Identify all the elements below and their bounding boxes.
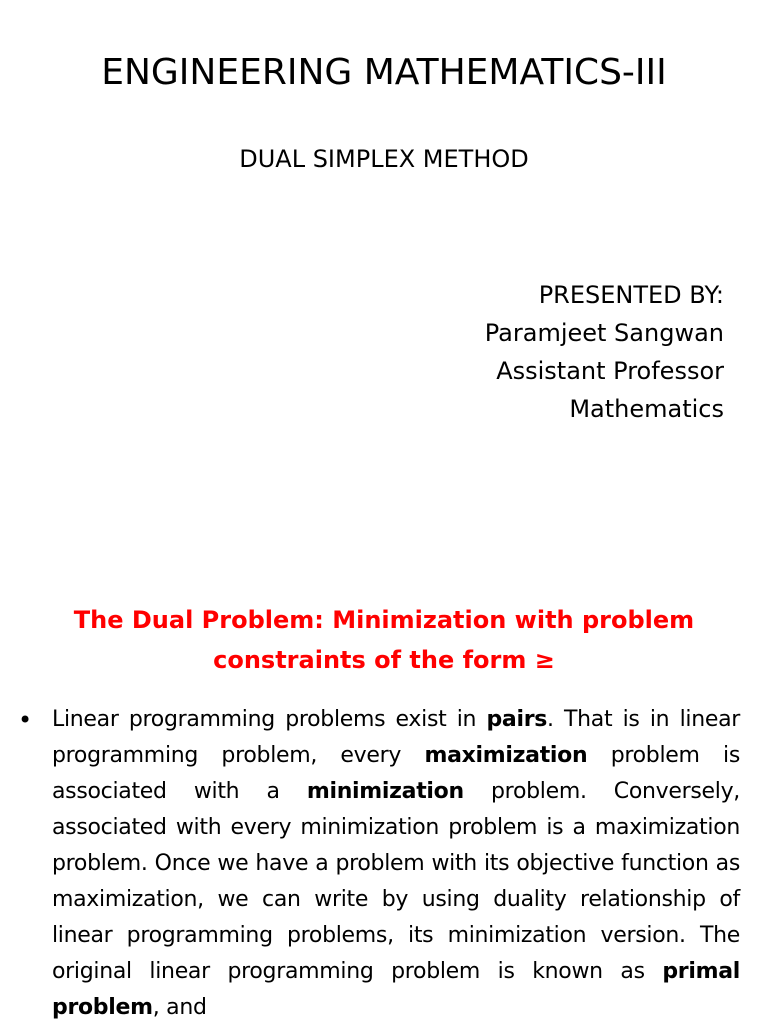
slide-subtitle: DUAL SIMPLEX METHOD xyxy=(239,145,529,173)
presenter-label: PRESENTED BY: xyxy=(538,281,724,309)
presenter-role: Assistant Professor xyxy=(496,357,724,385)
bold-term-primal-problem: primal problem xyxy=(52,959,740,1020)
bullet-marker: • xyxy=(18,706,33,734)
slide-title: ENGINEERING MATHEMATICS-III xyxy=(101,52,667,93)
presenter-name: Paramjeet Sangwan xyxy=(484,319,724,347)
content-slide xyxy=(0,576,768,1024)
bullet-item xyxy=(18,702,740,1026)
bold-term-maximization: maximization xyxy=(424,743,588,768)
presenter-dept: Mathematics xyxy=(569,395,724,423)
bold-term-pairs: pairs xyxy=(486,707,548,732)
slide-heading: The Dual Problem: Minimization with problem constraints of the form ≥ xyxy=(73,606,695,674)
presenter-block xyxy=(485,276,724,428)
bullet-text-part: problem is associated with a xyxy=(52,743,741,804)
bullet-text-part: . That is in linear programming problem, every xyxy=(52,707,741,768)
bullet-text-part: , and xyxy=(152,995,207,1020)
bullet-text xyxy=(52,702,740,1026)
bold-term-minimization: minimization xyxy=(306,779,464,804)
bullet-text-part: Linear programming problems exist in xyxy=(52,707,487,732)
bullet-text-part: problem. Conversely, associated with every minimization problem is a maximization problem. Once we have a problem with its objective function as maximization, we can write by using duality relationship of linear programming problems, its minimization version. The original linear programming problem is known as xyxy=(52,779,740,984)
